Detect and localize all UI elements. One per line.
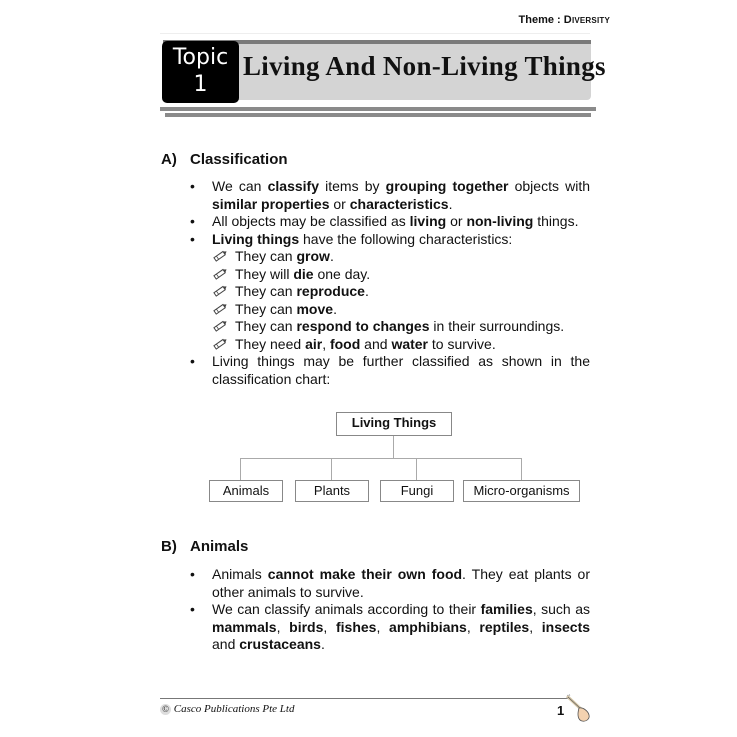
bold-term: move — [296, 300, 334, 317]
bold-term: cannot make their own food — [267, 566, 463, 582]
section-letter: B) — [161, 538, 177, 555]
text-run: and — [360, 335, 392, 352]
section-title: Animals — [190, 538, 249, 555]
bold-term: insects — [541, 618, 591, 635]
bold-term: characteristics — [349, 195, 449, 212]
bold-term: classify — [267, 178, 319, 194]
text-run: . — [320, 636, 325, 652]
pencil-icon — [212, 267, 228, 281]
bold-term: non-living — [466, 213, 534, 229]
bold-term: reptiles — [479, 618, 530, 635]
text-run: and — [212, 636, 240, 652]
chart-node-animals: Animals — [209, 480, 283, 502]
text-run: . — [329, 248, 334, 264]
topic-number: 1 — [193, 72, 208, 97]
text-run: We can — [212, 178, 268, 194]
text-run: objects with — [508, 178, 590, 194]
text-run: They can — [235, 248, 297, 264]
footer-divider — [160, 698, 568, 699]
bullet-icon: • — [190, 213, 195, 229]
bullet-item — [190, 566, 590, 601]
section-a-content — [190, 178, 590, 388]
bullet-text — [212, 601, 590, 652]
bold-term: water — [391, 335, 429, 352]
text-run: . — [448, 195, 453, 212]
page-title: Living And Non-Living Things — [243, 51, 606, 81]
bold-term: fishes — [335, 618, 377, 635]
bullet-item — [190, 353, 590, 388]
chart-node-plants: Plants — [295, 480, 369, 502]
classification-chart — [205, 410, 585, 510]
section-letter: A) — [161, 151, 177, 168]
text-run: . They eat plants or other animals to survive. — [212, 566, 590, 600]
bullet-text — [212, 178, 590, 212]
bold-term: air — [305, 335, 323, 352]
bullet-item — [190, 178, 590, 213]
text-run: in their surroundings. — [429, 318, 565, 334]
theme-label — [519, 14, 610, 26]
bold-term: similar properties — [212, 195, 330, 212]
text-run: We can classify animals according to their — [212, 601, 481, 617]
header-rule-1 — [160, 107, 596, 111]
bold-term: crustaceans — [239, 636, 321, 652]
text-run: , — [323, 618, 336, 635]
text-run: They can — [235, 318, 297, 334]
bold-term: living — [409, 213, 447, 229]
publisher-name: Casco Publications Pte Ltd — [173, 703, 295, 715]
page-number: 1 — [557, 703, 565, 718]
text-run: Living things may be further classified as shown in the classification chart: — [212, 353, 590, 387]
theme-prefix: Theme : — [518, 14, 564, 26]
bullet-item — [190, 601, 590, 654]
text-run: , — [529, 618, 542, 635]
text-run: have the following characteristics: — [299, 230, 513, 247]
text-run: to survive. — [428, 335, 496, 352]
bullet-icon: • — [190, 601, 195, 617]
bold-term: amphibians — [389, 618, 467, 635]
bold-term: food — [329, 335, 361, 352]
sub-bullet-text — [235, 301, 337, 317]
text-run: , — [276, 618, 290, 635]
text-run: or — [329, 195, 350, 212]
text-run: Animals — [212, 566, 268, 582]
pencil-icon — [212, 337, 228, 351]
chart-connector — [240, 458, 522, 459]
section-heading-a — [161, 151, 288, 168]
bullet-text — [212, 213, 578, 229]
chart-connector — [416, 458, 417, 480]
text-run: one day. — [313, 265, 371, 282]
bold-term: mammals — [212, 618, 277, 635]
text-run: . — [364, 283, 369, 299]
pencil-icon — [212, 302, 228, 316]
sub-bullet-item — [212, 266, 590, 284]
bullet-item — [190, 231, 590, 354]
chart-node-fungi: Fungi — [380, 480, 454, 502]
sub-bullet-text — [235, 266, 370, 282]
chart-connector — [521, 458, 522, 480]
bold-term: families — [480, 601, 533, 617]
text-run: , — [376, 618, 390, 635]
sub-bullet-item — [212, 248, 590, 266]
chart-connector — [393, 436, 394, 458]
bold-term: die — [293, 265, 314, 282]
theme-value: DIVERSITY — [563, 14, 610, 26]
bold-term: reproduce — [296, 283, 365, 299]
sub-bullet-item — [212, 336, 590, 354]
bold-term: Living things — [212, 230, 300, 247]
bullet-icon: • — [190, 178, 195, 194]
bullet-icon: • — [190, 230, 195, 247]
text-run: . — [333, 300, 337, 317]
bold-term: grouping together — [385, 178, 509, 194]
text-run: , — [322, 335, 330, 352]
sub-bullet-text — [235, 318, 564, 334]
sub-bullet-item — [212, 301, 590, 319]
sub-bullet-item — [212, 283, 590, 301]
chart-node-micro-organisms: Micro-organisms — [463, 480, 580, 502]
copyright — [160, 703, 294, 715]
pencil-icon — [212, 284, 228, 298]
topic-badge — [162, 41, 239, 103]
copyright-icon: © — [160, 704, 171, 715]
bullet-item — [190, 213, 590, 231]
chart-connector — [240, 458, 241, 480]
text-run: items by — [318, 178, 386, 194]
sub-bullet-text — [235, 336, 496, 352]
bullet-text — [212, 566, 590, 600]
header-rule-2 — [165, 113, 591, 117]
bold-term: grow — [296, 248, 330, 264]
text-run: or — [446, 213, 467, 229]
text-run: They can — [235, 283, 297, 299]
text-run: , such as — [532, 601, 590, 617]
bold-term: respond to changes — [296, 318, 430, 334]
section-heading-b — [161, 538, 248, 555]
sub-bullet-text — [235, 283, 369, 299]
text-run: They need — [235, 335, 306, 352]
sub-bullet-item — [212, 318, 590, 336]
section-b-content — [190, 566, 590, 654]
chart-connector — [331, 458, 332, 480]
text-run: They can — [235, 300, 297, 317]
bullet-text — [212, 353, 590, 387]
text-run: All objects may be classified as — [212, 213, 410, 229]
bullet-icon: • — [190, 353, 195, 369]
section-title: Classification — [190, 151, 288, 168]
text-run: things. — [533, 213, 579, 229]
bullet-icon: • — [190, 566, 195, 582]
theme-divider — [160, 33, 590, 34]
pencil-icon — [212, 319, 228, 333]
topic-word: Topic — [172, 45, 229, 70]
bold-term: birds — [289, 618, 324, 635]
pencil-icon — [212, 249, 228, 263]
pointing-hand-icon — [565, 694, 595, 724]
text-run: , — [466, 618, 480, 635]
bullet-text — [212, 231, 512, 247]
sub-bullet-text — [235, 248, 334, 264]
chart-node-root: Living Things — [336, 412, 452, 436]
text-run: They will — [235, 265, 294, 282]
